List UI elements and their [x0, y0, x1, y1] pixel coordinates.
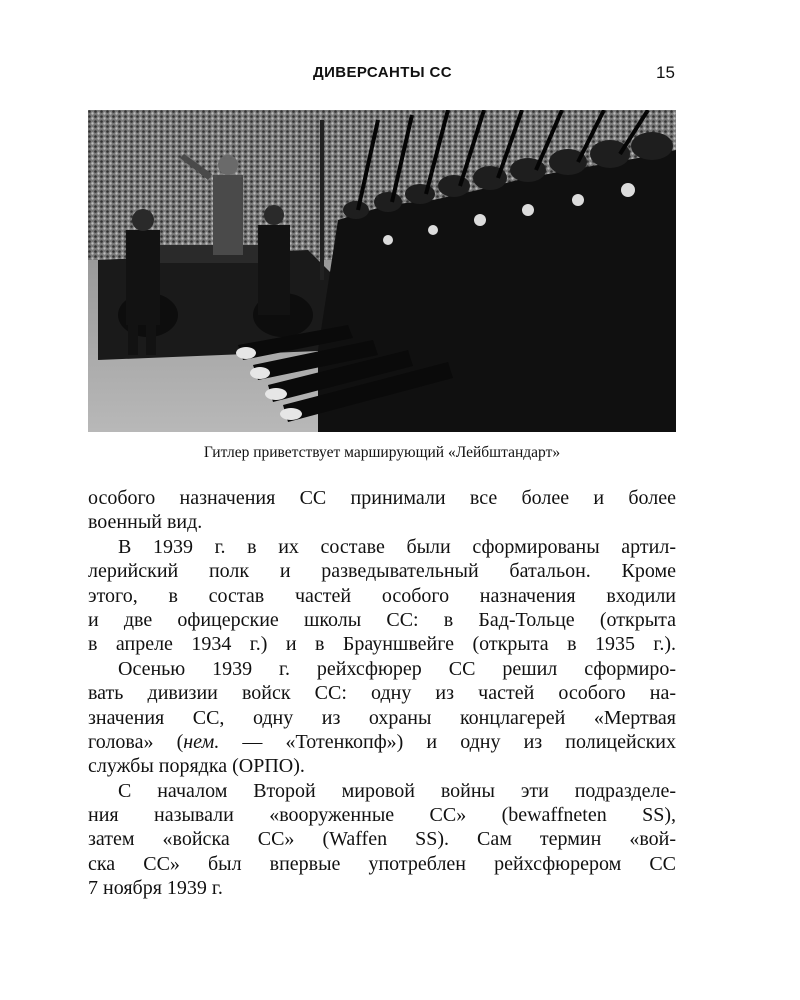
text-line: С началом Второй мировой войны эти подразделе-	[118, 779, 676, 802]
text-line: лерийский полк и разведывательный батальон. Кроме	[88, 560, 676, 583]
page-number: 15	[656, 63, 675, 82]
text-line: в апреле 1934 г.) и в Брауншвейге (открыта в 1935 г.).	[88, 633, 676, 656]
text-line: и две офицерские школы СС: в Бад-Тольце (открыта	[88, 608, 676, 631]
text-line: вать дивизии войск СС: одну из частей особого на-	[88, 682, 676, 705]
text-line: этого, в состав частей особого назначения входили	[88, 584, 676, 607]
text-line: особого назначения СС принимали все более и более	[88, 487, 676, 509]
text-line: затем «войска СС» (Waffen SS). Сам термин «вой-	[88, 828, 676, 851]
text-line: ния называли «вооруженные СС» (bewaffneten SS),	[88, 804, 676, 827]
parade-photo-illustration	[88, 110, 676, 432]
photo-caption: Гитлер приветствует марширующий «Лейбштандарт»	[203, 444, 561, 461]
text-line: ска СС» был впервые употреблен рейхсфюрером СС	[88, 852, 676, 875]
text-fragment: голова» (	[88, 730, 184, 753]
text-line: службы порядка (ОРПО).	[88, 755, 305, 778]
text-line-mixed	[88, 730, 676, 754]
running-head: ДИВЕРСАНТЫ СС	[313, 64, 452, 81]
text-line: военный вид.	[88, 511, 203, 534]
text-line: В 1939 г. в их составе были сформированы артил-	[118, 535, 676, 558]
text-line: Осенью 1939 г. рейхсфюрер СС решил сформиро-	[118, 657, 676, 680]
italic-abbreviation: нем.	[183, 730, 220, 753]
text-fragment: — «Тотенкопф») и одну из полицейских	[219, 730, 677, 753]
text-line: значения СС, одну из охраны концлагерей «Мертвая	[88, 706, 676, 729]
body-text	[88, 486, 676, 901]
text-line: 7 ноября 1939 г.	[88, 877, 223, 900]
parade-photograph	[88, 110, 676, 432]
